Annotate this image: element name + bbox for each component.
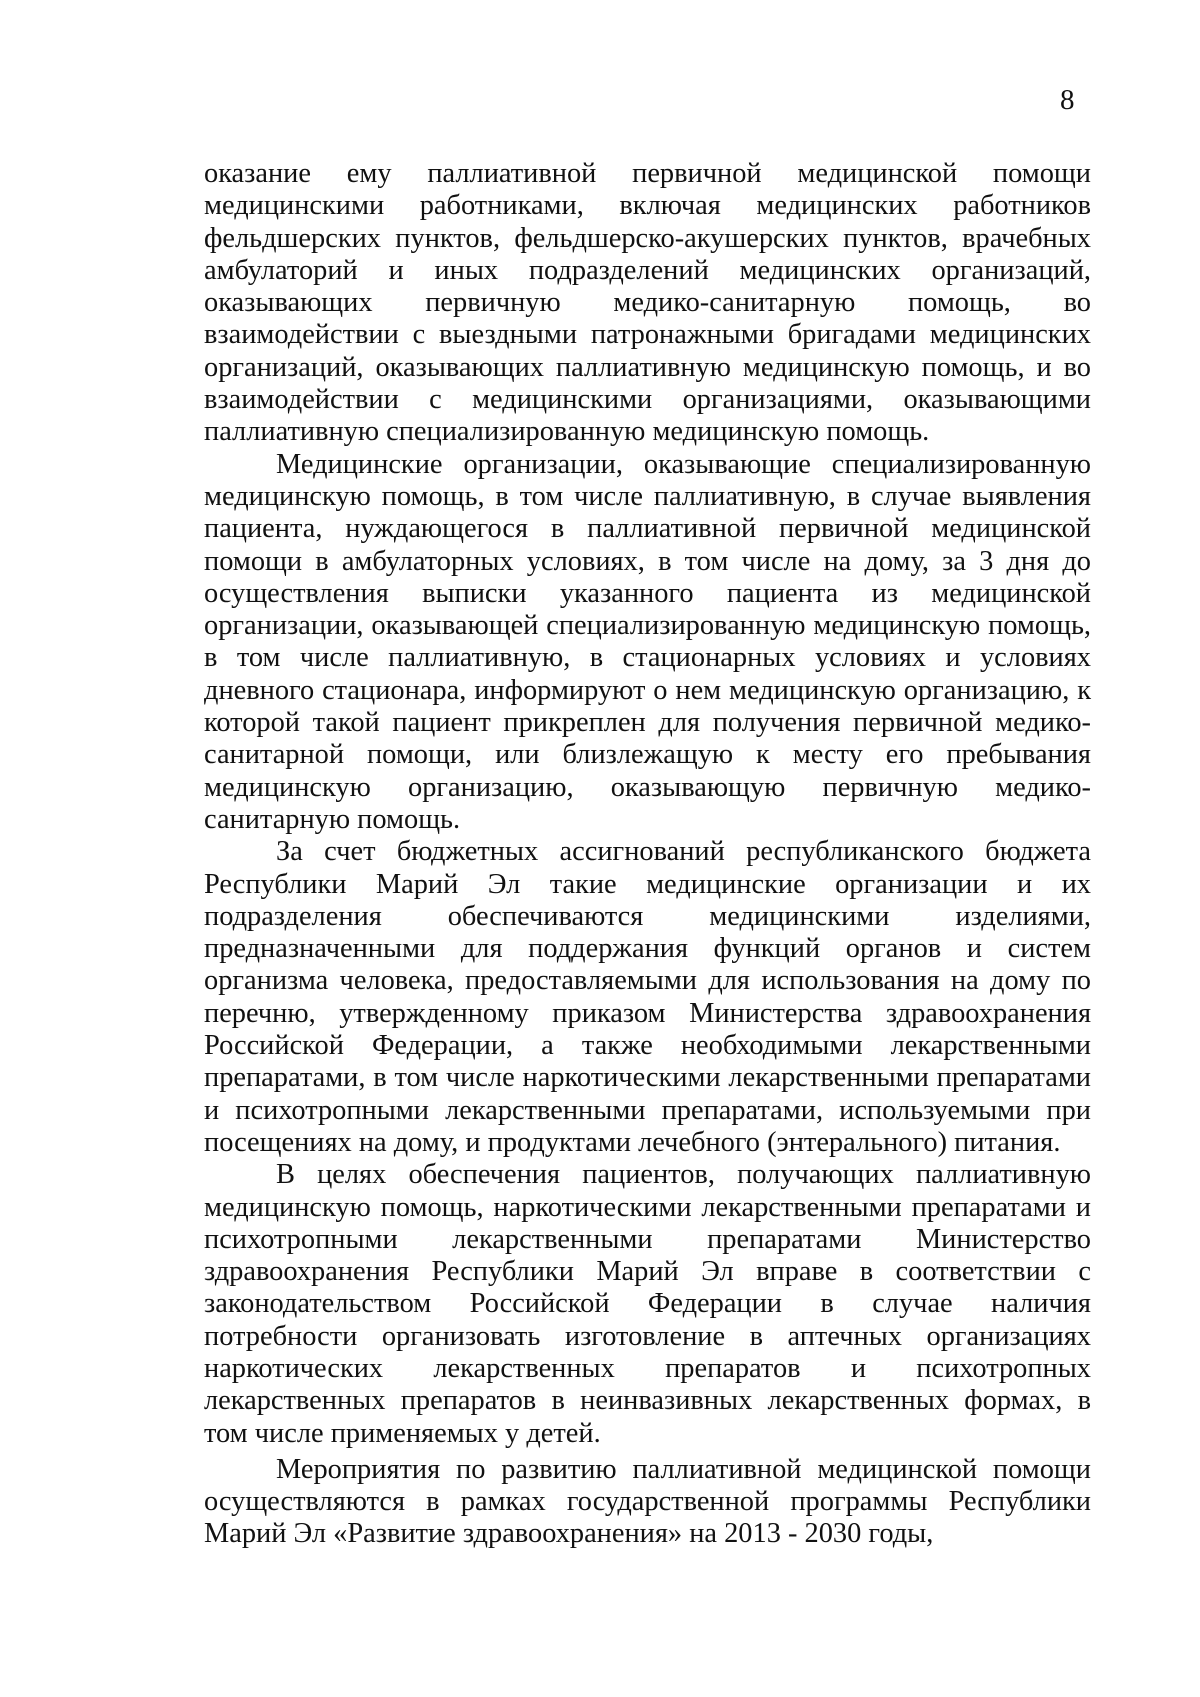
paragraph-budget-funding: За счет бюджетных ассигнований республиканского бюджета Республики Марий Эл такие медицинские организации и их подразделения обеспечиваются медицинскими изделиями, предназначенными для поддержания функций органов и систем организма человека, предоставляемыми для использования на дому по перечню, утвержденному приказом Министерства здравоохранения Российской Федерации, а также необходимыми лекарственными препаратами, в том числе наркотическими лекарственными препаратами и психотропными лекарственными препаратами, используемыми при посещениях на дому, и продуктами лечебного (энтерального) питания. xyxy=(204,836,1091,1158)
paragraph-state-program: Мероприятия по развитию паллиативной медицинской помощи осуществляются в рамках государственной программы Республики Марий Эл «Развитие здравоохранения» на 2013 - 2030 годы, xyxy=(204,1453,1091,1550)
paragraph-narcotic-provision: В целях обеспечения пациентов, получающих паллиативную медицинскую помощь, наркотическими лекарственными препаратами и психотропными лекарственными препаратами Министерство здравоохранения Республики Марий Эл вправе в соответствии с законодательством Российской Федерации в случае наличия потребности организовать изготовление в аптечных организациях наркотических лекарственных препаратов и психотропных лекарственных препаратов в неинвазивных лекарственных формах, в том числе применяемых у детей. xyxy=(204,1159,1091,1449)
document-body xyxy=(204,158,1091,1551)
page-number: 8 xyxy=(1060,84,1075,116)
paragraph-specialized-organizations: Медицинские организации, оказывающие специализированную медицинскую помощь, в том числе паллиативную, в случае выявления пациента, нуждающегося в паллиативной первичной медицинской помощи в амбулаторных условиях, в том числе на дому, за 3 дня до осуществления выписки указанного пациента из медицинской организации, оказывающей специализированную медицинскую помощь, в том числе паллиативную, в стационарных условиях и условиях дневного стационара, информируют о нем медицинскую организацию, к которой такой пациент прикреплен для получения первичной медико-санитарной помощи, или близлежащую к месту его пребывания медицинскую организацию, оказывающую первичную медико-санитарную помощь. xyxy=(204,448,1091,835)
paragraph-palliative-primary-care: оказание ему паллиативной первичной медицинской помощи медицинскими работниками, включая медицинских работников фельдшерских пунктов, фельдшерско-акушерских пунктов, врачебных амбулаторий и иных подразделений медицинских организаций, оказывающих первичную медико-санитарную помощь, во взаимодействии с выездными патронажными бригадами медицинских организаций, оказывающих паллиативную медицинскую помощь, и во взаимодействии с медицинскими организациями, оказывающими паллиативную специализированную медицинскую помощь. xyxy=(204,158,1091,448)
